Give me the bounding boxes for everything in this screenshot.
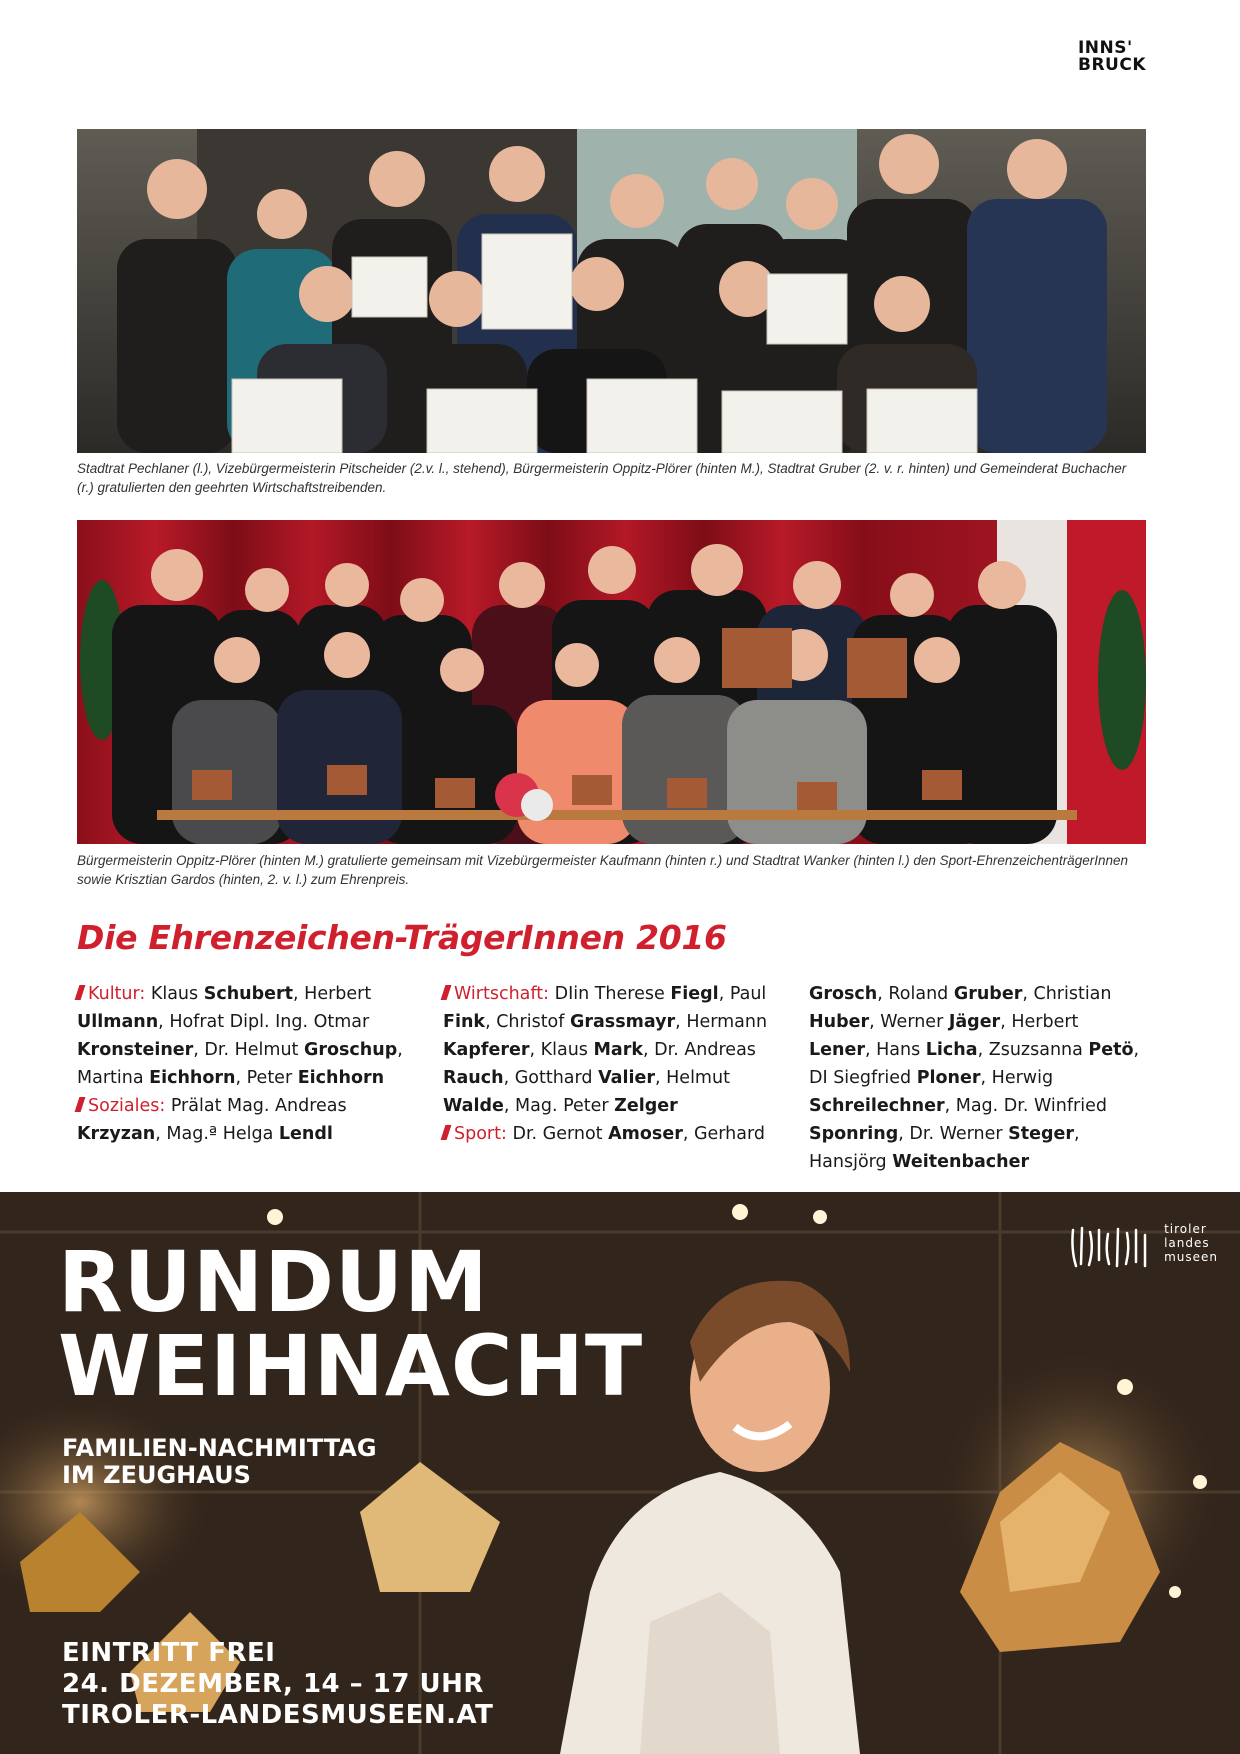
- museum-name-line3: museen: [1164, 1250, 1218, 1264]
- name-given: Klaus: [540, 1040, 594, 1060]
- logo-line1: INNS': [1077, 38, 1133, 58]
- group-photo-business: [77, 129, 1146, 453]
- group-photo-sport: [77, 520, 1146, 844]
- museum-lines-icon: [1068, 1220, 1158, 1270]
- name-surname: Jäger: [948, 1012, 1001, 1032]
- accent-slash-icon: [441, 985, 452, 1000]
- accent-slash-icon: [75, 1097, 86, 1112]
- name-surname: Groschup: [303, 1040, 398, 1060]
- ad-info-website[interactable]: TIROLER-LANDESMUSEEN.AT: [62, 1700, 494, 1730]
- ad-subtitle-line1: FAMILIEN-NACHMITTAG: [62, 1434, 377, 1462]
- category-kultur: Kultur:: [88, 984, 146, 1004]
- name-surname: Schreilechner: [809, 1096, 945, 1116]
- name-given: Zsuzsanna: [988, 1040, 1089, 1060]
- name-given: Roland: [888, 984, 954, 1004]
- name-given: DI Siegfried: [809, 1068, 917, 1088]
- name-surname: Fiegl: [670, 984, 719, 1004]
- name-given: Werner: [880, 1012, 949, 1032]
- name-surname: Valier: [598, 1068, 655, 1088]
- name-surname: Mark: [593, 1040, 643, 1060]
- accent-slash-icon: [441, 1125, 452, 1140]
- name-surname: Eichhorn: [149, 1068, 236, 1088]
- name-given: Hans: [876, 1040, 926, 1060]
- ad-title-line1: RUNDUM: [58, 1233, 489, 1331]
- name-given: Gerhard: [693, 1124, 765, 1144]
- logo-line2: BRUCK: [1077, 55, 1146, 75]
- name-given: DIin Therese: [554, 984, 671, 1004]
- name-surname: Ullmann: [77, 1012, 159, 1032]
- name-given: Peter: [246, 1068, 298, 1088]
- category-sport: Sport:: [454, 1124, 507, 1144]
- name-surname: Zelger: [614, 1096, 678, 1116]
- museum-name: [1164, 1222, 1218, 1264]
- name-surname: Kronsteiner: [77, 1040, 194, 1060]
- caption-photo2: Bürgermeisterin Oppitz-Plörer (hinten M.) gratulierte gemeinsam mit Vizebürgermeister Kaufmann (hinten r.) und Stadtrat Wanker (hinten l.) den Sport-EhrenzeichenträgerInnen sowie Krisztian Gardos (hinten, 2. v. l.) zum Ehrenpreis.: [77, 853, 1128, 887]
- name-given: Paul: [729, 984, 767, 1004]
- ad-info-date: 24. DEZEMBER, 14 – 17 UHR: [62, 1669, 484, 1699]
- ad-title: [58, 1233, 644, 1415]
- name-given: Herbert: [1011, 1012, 1079, 1032]
- name-surname: Walde: [443, 1096, 504, 1116]
- name-surname: Gruber: [953, 984, 1023, 1004]
- honorees-heading: Die Ehrenzeichen-TrägerInnen 2016: [77, 918, 727, 957]
- name-given: Mag. Peter: [515, 1096, 615, 1116]
- ad-info-admission: EINTRITT FREI: [62, 1638, 276, 1668]
- ad-title-line2: WEIHNACHT: [58, 1317, 644, 1415]
- museum-advertisement: [0, 1192, 1240, 1754]
- name-given: Helmut: [666, 1068, 730, 1088]
- name-surname: Kapferer: [443, 1040, 530, 1060]
- name-given: Hansjörg: [809, 1152, 893, 1172]
- name-surname: Petö: [1088, 1040, 1134, 1060]
- name-given: Christian: [1033, 984, 1112, 1004]
- innsbruck-logo: [1078, 40, 1146, 74]
- name-surname: Sponring: [809, 1124, 899, 1144]
- name-surname: Rauch: [443, 1068, 504, 1088]
- name-surname: Ploner: [916, 1068, 981, 1088]
- caption-photo1: Stadtrat Pechlaner (l.), Vizebürgermeisterin Pitscheider (2.v. l., stehend), Bürgermeisterin Oppitz-Plörer (hinten M.), Stadtrat Gruber (2. v. r. hinten) und Gemeinderat Buchacher (r.) gratulierten den geehrten Wirtschaftstreibenden.: [77, 461, 1127, 495]
- name-surname: Licha: [925, 1040, 978, 1060]
- name-surname: Schubert: [203, 984, 294, 1004]
- name-surname: Lener: [809, 1040, 865, 1060]
- tiroler-landesmuseen-logo: [1068, 1220, 1218, 1270]
- accent-slash-icon: [75, 985, 86, 1000]
- name-given: Dr. Helmut: [204, 1040, 304, 1060]
- name-given: Herwig: [991, 1068, 1054, 1088]
- category-wirtschaft: Wirtschaft:: [454, 984, 550, 1004]
- name-surname: Weitenbacher: [892, 1152, 1030, 1172]
- name-given: Gotthard: [514, 1068, 599, 1088]
- honorees-column-1: Kultur: Klaus Schubert, Herbert Ullmann, Hofrat Dipl. Ing. Otmar Kronsteiner, Dr. Helmut Groschup, Martina Eichhorn, Peter Eichhorn Soziales: Prälat Mag. Andreas Krzyzan, Mag.ª Helga Lendl: [77, 980, 412, 1148]
- name-surname: Grassmayr: [569, 1012, 676, 1032]
- honorees-column-2: Wirtschaft: DIin Therese Fiegl, Paul Fink, Christof Grassmayr, Hermann Kapferer, Klaus Mark, Dr. Andreas Rauch, Gotthard Valier, Helmut Walde, Mag. Peter Zelger Sport: Dr. Gernot Amoser, Gerhard: [443, 980, 778, 1148]
- name-surname: Krzyzan: [77, 1124, 156, 1144]
- category-soziales: Soziales:: [88, 1096, 166, 1116]
- name-surname: Eichhorn: [297, 1068, 385, 1088]
- museum-name-line1: tiroler: [1164, 1222, 1207, 1236]
- ad-subtitle: [62, 1435, 377, 1489]
- museum-name-line2: landes: [1164, 1236, 1210, 1250]
- name-given: Mag. Dr. Winfried: [955, 1096, 1107, 1116]
- name-surname: Huber: [809, 1012, 870, 1032]
- name-given: Herbert: [304, 984, 372, 1004]
- name-given: Dr. Gernot: [512, 1124, 609, 1144]
- name-surname: Steger: [1008, 1124, 1074, 1144]
- name-surname: Lendl: [278, 1124, 333, 1144]
- name-given: Prälat Mag. Andreas: [170, 1096, 347, 1116]
- name-given: Dr. Andreas: [654, 1040, 756, 1060]
- name-given: Mag.ª Helga: [166, 1124, 279, 1144]
- name-given: Christof: [496, 1012, 570, 1032]
- name-given: Dr. Werner: [909, 1124, 1009, 1144]
- name-surname: Amoser: [608, 1124, 683, 1144]
- name-surname: Grosch: [809, 984, 878, 1004]
- name-given: Hermann: [686, 1012, 768, 1032]
- name-given: Klaus: [150, 984, 204, 1004]
- name-surname: Fink: [443, 1012, 486, 1032]
- ad-info: [62, 1638, 493, 1731]
- name-given: Martina: [77, 1068, 150, 1088]
- ad-subtitle-line2: IM ZEUGHAUS: [62, 1461, 251, 1489]
- name-given: Hofrat Dipl. Ing. Otmar: [169, 1012, 370, 1032]
- honorees-column-3: Grosch, Roland Gruber, Christian Huber, Werner Jäger, Herbert Lener, Hans Licha, Zsuzsanna Petö, DI Siegfried Ploner, Herwig Schreilechner, Mag. Dr. Winfried Sponring, Dr. Werner Steger, Hansjörg Weitenbacher: [809, 984, 1140, 1172]
